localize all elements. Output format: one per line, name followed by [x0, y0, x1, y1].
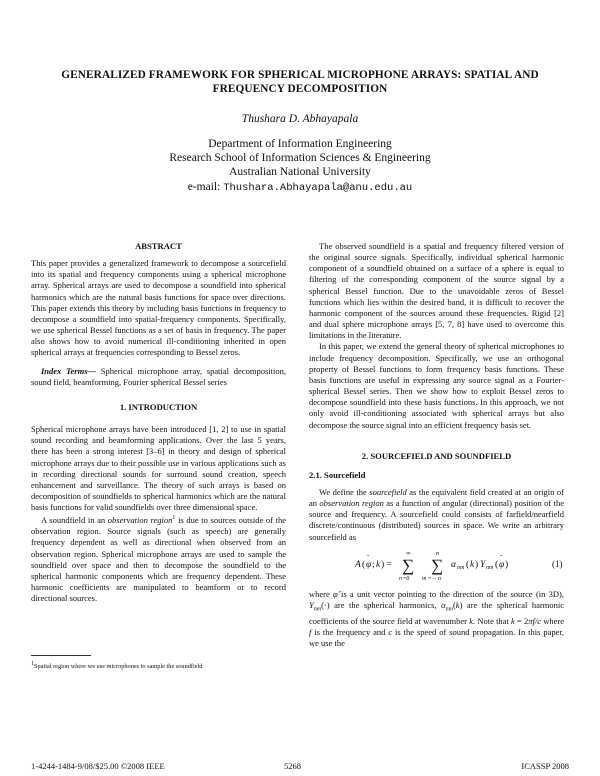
- s2-p1-c: as a function of angular (directional) position of the source and frequency. A sourcefield could consists of farfield/nearfield discrete/continuous (distributed) sources in space. We write an arbitrary sourcefield as: [309, 498, 564, 542]
- svg-text:α: α: [451, 559, 456, 570]
- equation-1-formula: [309, 545, 564, 585]
- footer-copyright: 1-4244-1484-9/08/$25.00 ©2008 IEEE: [31, 761, 165, 771]
- footnote: [31, 661, 286, 670]
- s2-p2-c: are the spherical harmonics,: [329, 599, 442, 610]
- svg-text:ˆ: ˆ: [500, 553, 503, 562]
- svg-text:ˆ: ˆ: [367, 553, 370, 562]
- equation-number: (1): [552, 558, 563, 569]
- svg-text:Y: Y: [480, 559, 486, 570]
- svg-text:k: k: [470, 559, 475, 570]
- right-paragraph-1: The observed soundfield is a spatial and frequency filtered version of the original source signals. Specifically, individual spherical harmonic component of a soundfield obtained on a surface of a sphere is equal to filtering of the corresponding component of the source signal by a spherical Bessel function. Due to the unavoidable zeros of Bessel functions which lies within the desired band, it is difficult to recover the harmonic component of the sources around these frequencies. Rigid [2] and dual sphere microphone arrays [5, 7, 8] have used to overcome this limitations in the literature.: [309, 241, 564, 341]
- s2-p2-b: is a unit vector pointing to the direction of the source (in 3D),: [337, 588, 564, 599]
- abstract-heading: ABSTRACT: [135, 241, 182, 251]
- svg-text:k: k: [376, 559, 381, 570]
- svg-text:;: ;: [372, 559, 375, 570]
- s2-p2-g: is the frequency and: [311, 626, 389, 637]
- paper-title: GENERALIZED FRAMEWORK FOR SPHERICAL MICROPHONE ARRAYS: SPATIAL AND FREQUENCY DECOMPOSITION: [61, 69, 539, 95]
- footer-conference: ICASSP 2008: [521, 761, 569, 771]
- intro-p2-a: A soundfield in an: [41, 515, 108, 526]
- affiliation-line-1: Department of Information Engineering: [208, 138, 392, 150]
- svg-text:n: n: [436, 549, 440, 557]
- svg-text:nm: nm: [457, 564, 465, 571]
- svg-text:) =: ) =: [381, 559, 392, 570]
- intro-p2-em: observation region: [107, 515, 173, 526]
- footnote-divider: [31, 655, 91, 656]
- svg-text:A: A: [355, 559, 361, 570]
- section2-paragraph-2: where φ̂ is a unit vector pointing to the direction of the source (in 3D), $Y_{nm}(\cdot)$ are the spherical harmonics, $\alpha_{nm}(k)$ are the spherical harmonic coefficients of the source field at wavenumber k. Note that k = 2πf/c where f is the frequency and c is the speed of sound propagation. In this paper, we use the: [309, 588, 565, 649]
- svg-text:(: (: [466, 559, 470, 570]
- footnote-text: Spatial region where we use microphones to sample the soundfield: [34, 663, 203, 671]
- intro-paragraph-1: Spherical microphone arrays have been introduced [1, 2] to use in spatial sound recording and beamforming applications. Over the last 5 years, there has been a strong interest [3–6] in theory and design of spherical microphone arrays due to their possible use in various applications such as in recording directional sounds for surround sound creation, speech enhancement and surveillance. The theory of such arrays is based on decomposition of soundfields to spherical harmonics which are the natural basis functions for valid soundfields over three dimensional space.: [31, 424, 286, 513]
- s2-p1-em2: observation region: [319, 498, 384, 509]
- intro-p2-b: is due to sources outside of the observation region. Source signals (such as speech) are generally frequency dependent as well as directional when observed from an observation region. Spherical microphone arrays are used to sample the soundfield over space and then to decompose the soundfield to the spherical harmonic components which are frequency dependent. These harmonic coefficients are manipulated to beamform or to record directional sources.: [31, 515, 286, 604]
- svg-text:nm: nm: [486, 564, 494, 571]
- right-paragraph-2: In this paper, we extend the general theory of spherical microphones to include frequency decomposition. Specifically, we use an orthogonal property of Bessel functions to form frequency basis functions. These basis functions are useful in expressing any source signal as a Fourier-spherical Bessel series. Then we show how to exploit Bessel zeros to decompose soundfield into these basis functions. In this approach, we not only avoid ill-conditioning associated with spherical arrays but also decompose the source signal into an efficient frequency basis set.: [309, 341, 564, 430]
- svg-text:(: (: [495, 559, 499, 570]
- equation-1: [309, 545, 564, 585]
- index-terms: [31, 366, 286, 388]
- svg-text:∞: ∞: [406, 549, 411, 557]
- email-address[interactable]: Thushara.Abhayapala@anu.edu.au: [223, 181, 413, 194]
- intro-paragraph-2: [31, 513, 286, 604]
- s2-p2-h: is the speed of sound propagation. In this paper, we use the: [309, 626, 564, 649]
- svg-text:m: m: [422, 575, 427, 582]
- svg-text:∑: ∑: [431, 555, 444, 575]
- svg-text:): ): [505, 559, 509, 570]
- affiliation-line-3: Australian National University: [229, 166, 371, 179]
- footnote-sup: 1: [31, 661, 34, 667]
- svg-text:(: (: [362, 559, 366, 570]
- index-terms-label: Index Terms—: [41, 365, 96, 376]
- svg-text:n: n: [438, 575, 441, 582]
- svg-text:): ): [475, 559, 479, 570]
- s2-p2-a: where: [309, 588, 334, 599]
- left-column: [31, 241, 286, 604]
- svg-text:φ: φ: [499, 559, 505, 570]
- s2-p1-a: We define the: [319, 486, 370, 497]
- affiliation-line-2: Research School of Information Sciences & Engineering: [169, 152, 431, 165]
- abstract-text: This paper provides a generalized framework to decompose a sourcefield into its spatial and frequency components using a spherical microphone array. Spherical arrays are used to decompose a soundfield into spherical harmonics which are the natural basis functions for space over directions. This paper extends this theory by including basis functions in frequency to decompose a soundfield into spatial-frequency components. Specifically, we use spherical Bessel functions as a set of basis in frequency. The paper also shows how to avoid numerical ill-conditioning inherited in open spherical arrays at frequencies corresponding to Bessel zeros.: [31, 258, 286, 358]
- s2-p2-f: where: [541, 615, 565, 626]
- subsection-heading: 2.1. Sourcefield: [309, 469, 366, 480]
- footnote-marker: 1: [172, 515, 176, 522]
- right-column: [309, 241, 564, 649]
- svg-text:−: −: [433, 575, 437, 582]
- email-label: e-mail:: [187, 180, 221, 193]
- svg-text:=0: =0: [403, 575, 410, 582]
- footer-page-number: 5268: [284, 761, 301, 771]
- s2-p1-em1: sourcefield: [369, 486, 407, 497]
- svg-text:φ: φ: [366, 559, 372, 570]
- s2-p2-d: are the spherical harmonic coefficients of the source field at wavenumber: [309, 599, 564, 626]
- author: Thushara D. Abhayapala: [241, 113, 359, 125]
- svg-text:n: n: [399, 575, 402, 582]
- section2-heading: 2. SOURCEFIELD AND SOUNDFIELD: [361, 450, 512, 461]
- s2-p2-e: . Note that: [473, 615, 512, 626]
- section2-paragraph-1: [309, 487, 564, 543]
- intro-heading: 1. INTRODUCTION: [119, 401, 198, 412]
- s2-p1-b: as the equivalent field created at an origin of an: [309, 486, 564, 509]
- index-terms-text: Spherical microphone array, spatial decomposition, sound field, beamforming, Fourier spherical Bessel series: [31, 365, 286, 387]
- svg-text:∑: ∑: [402, 555, 415, 575]
- svg-text:=: =: [428, 575, 432, 582]
- email-line: [0, 180, 600, 195]
- affiliation: [0, 137, 600, 195]
